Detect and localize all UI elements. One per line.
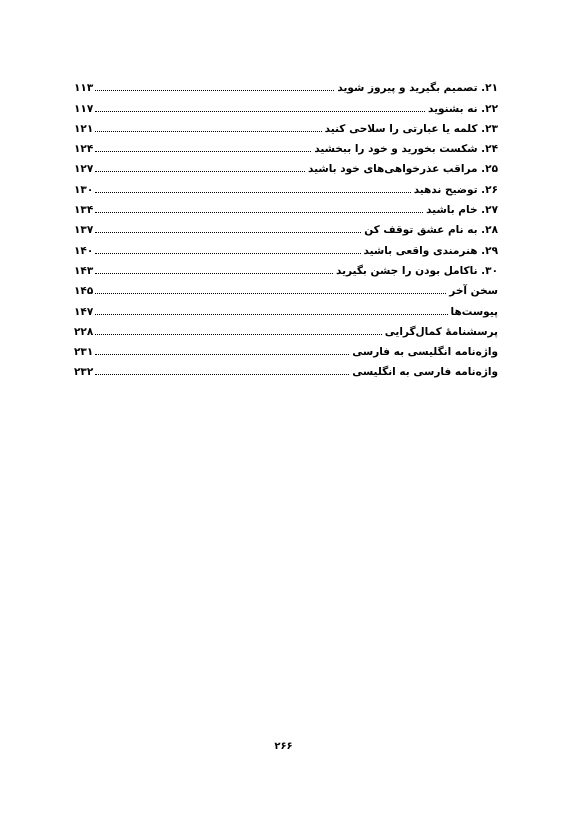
- toc-entry-page: ۲۳۲: [74, 366, 94, 379]
- toc-entry-page: ۱۴۵: [74, 285, 94, 298]
- toc-entry-title: واژه‌نامه فارسی به انگلیسی: [352, 366, 498, 379]
- table-of-contents: [74, 75, 498, 379]
- dot-leader: [95, 333, 382, 335]
- toc-entry: [74, 258, 498, 278]
- toc-entry-page: ۱۲۱: [74, 122, 94, 135]
- dot-leader: [95, 211, 423, 213]
- dot-leader: [95, 353, 349, 355]
- toc-entry-title: ۲۸. به نام عشق توقف کن: [364, 224, 498, 237]
- toc-entry: [74, 75, 498, 95]
- toc-entry-page: ۱۳۰: [74, 183, 94, 196]
- toc-entry-title: ۲۵. مراقب عذرخواهی‌های خود باشید: [308, 163, 498, 176]
- toc-entry: [74, 319, 498, 339]
- toc-entry-page: ۱۴۳: [74, 264, 94, 277]
- toc-entry: [74, 339, 498, 359]
- toc-entry-title: ۳۰. ناکامل بودن را جشن بگیرید: [336, 264, 498, 277]
- toc-entry-title: ۲۷. خام باشید: [426, 204, 498, 217]
- toc-entry-page: ۱۲۴: [74, 143, 94, 156]
- dot-leader: [95, 191, 411, 193]
- dot-leader: [95, 110, 425, 112]
- dot-leader: [95, 170, 305, 172]
- toc-entry: [74, 116, 498, 136]
- toc-entry-page: ۲۲۸: [74, 325, 94, 338]
- toc-entry-title: ۲۴. شکست بخورید و خود را ببخشید: [314, 143, 498, 156]
- toc-entry: [74, 359, 498, 379]
- dot-leader: [95, 373, 349, 375]
- toc-entry-title: ۲۳. کلمه یا عبارتی را سلاحی کنید: [324, 122, 498, 135]
- toc-entry: [74, 176, 498, 196]
- toc-entry: [74, 278, 498, 298]
- dot-leader: [95, 231, 361, 233]
- toc-entry: [74, 136, 498, 156]
- toc-entry-title: ۲۱. تصمیم بگیرید و پیروز شوید: [337, 82, 498, 95]
- toc-entry-title: پیوست‌ها: [450, 305, 498, 318]
- dot-leader: [95, 252, 361, 254]
- toc-entry: [74, 197, 498, 217]
- dot-leader: [95, 292, 446, 294]
- page-number: ۲۶۶: [274, 741, 293, 752]
- dot-leader: [95, 89, 334, 91]
- toc-entry-title: ۲۲. نه بشنوید: [428, 102, 498, 115]
- toc-entry-page: ۱۲۷: [74, 163, 94, 176]
- toc-entry-page: ۱۴۷: [74, 305, 94, 318]
- toc-entry-title: سخن آخر: [449, 285, 498, 298]
- toc-entry-title: ۲۹. هنرمندی واقعی باشید: [363, 244, 498, 257]
- toc-entry-page: ۲۳۱: [74, 346, 94, 359]
- dot-leader: [95, 130, 322, 132]
- toc-entry: [74, 217, 498, 237]
- toc-entry-page: ۱۱۷: [74, 102, 94, 115]
- toc-entry: [74, 156, 498, 176]
- toc-entry-title: ۲۶. توضیح ندهید: [413, 183, 498, 196]
- toc-entry: [74, 95, 498, 115]
- toc-entry-page: ۱۳۷: [74, 224, 94, 237]
- toc-entry-page: ۱۱۳: [74, 82, 94, 95]
- toc-entry-title: پرسشنامۀ کمال‌گرایی: [384, 325, 498, 338]
- dot-leader: [95, 150, 311, 152]
- toc-entry-page: ۱۳۴: [74, 204, 94, 217]
- toc-entry: [74, 237, 498, 257]
- dot-leader: [95, 313, 448, 315]
- toc-entry: [74, 298, 498, 318]
- toc-entry-page: ۱۴۰: [74, 244, 94, 257]
- toc-entry-title: واژه‌نامه انگلیسی به فارسی: [352, 346, 498, 359]
- dot-leader: [95, 272, 333, 274]
